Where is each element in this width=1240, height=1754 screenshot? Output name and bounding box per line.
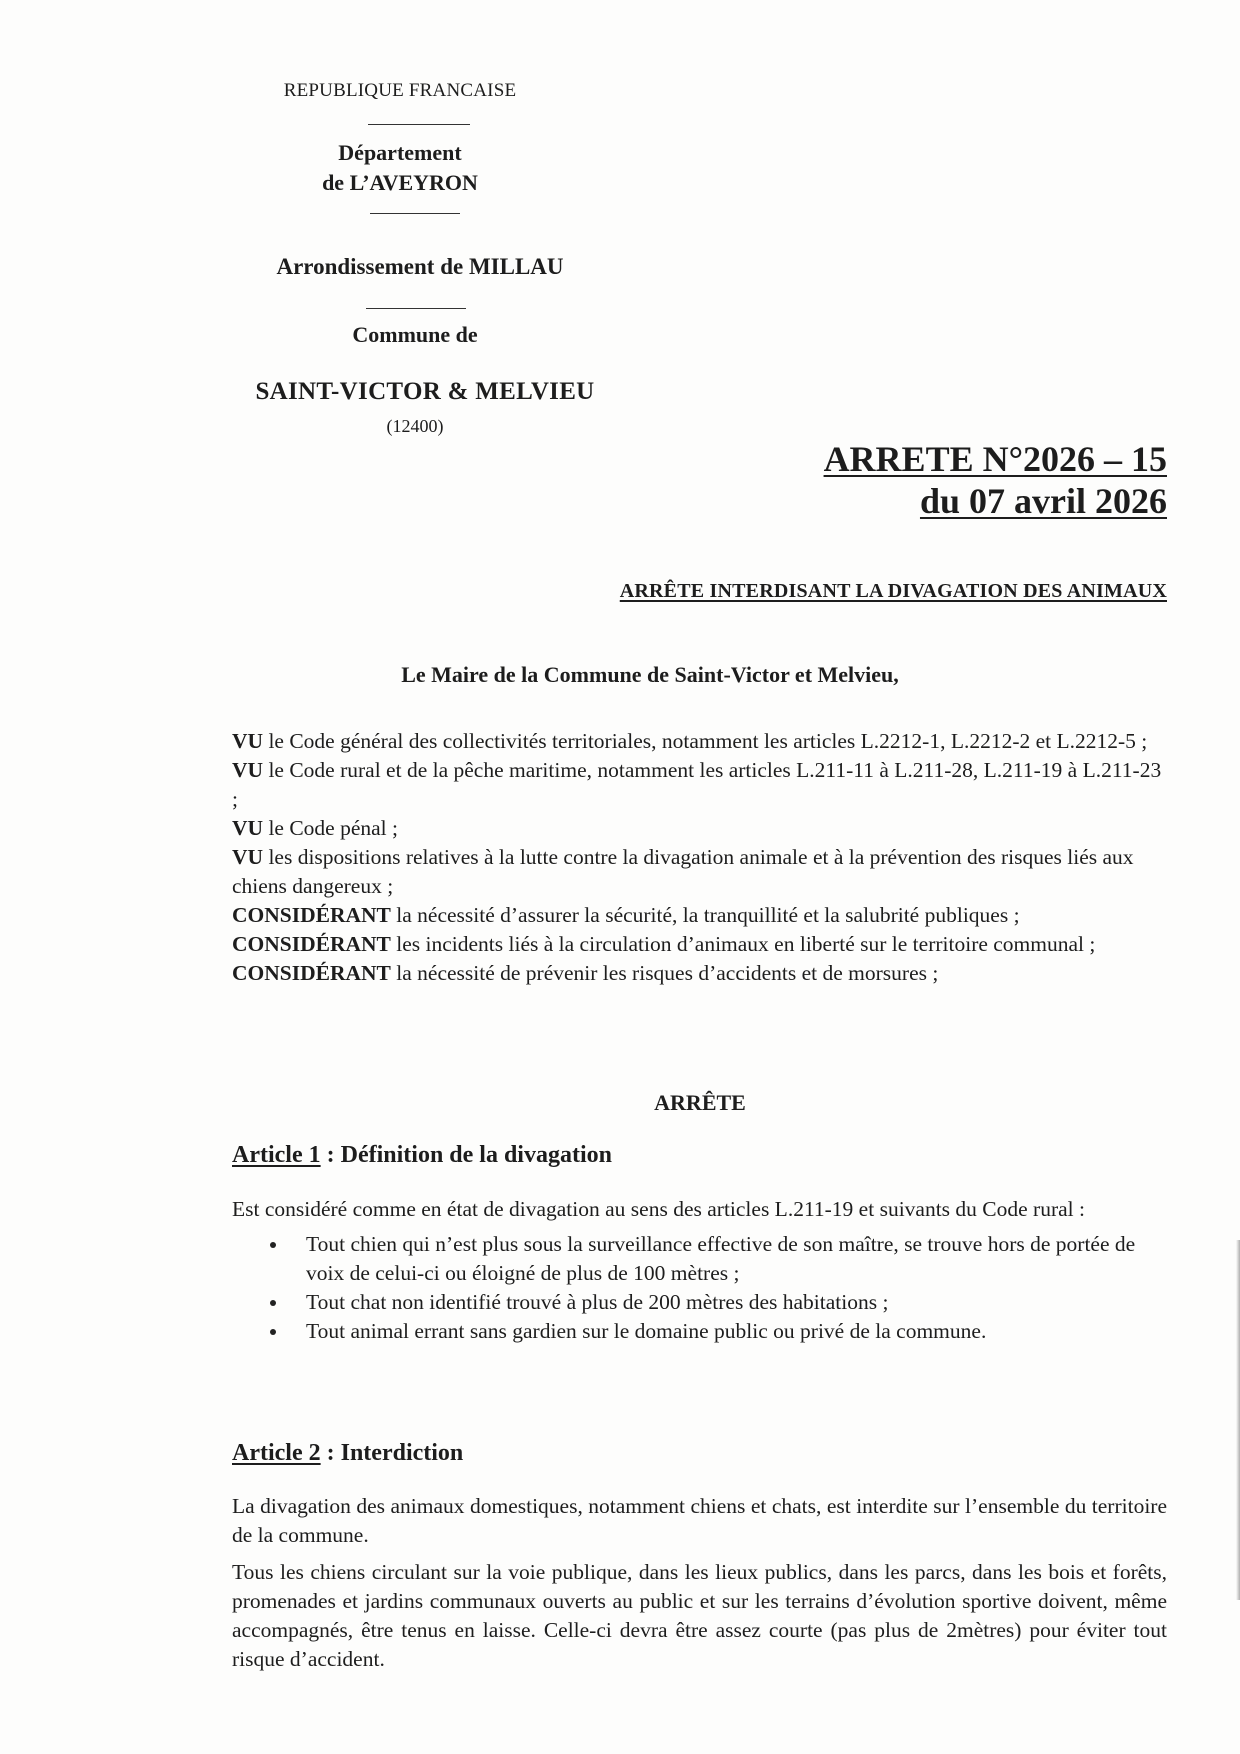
arrete-section-title: ARRÊTE (654, 1090, 746, 1115)
article1-intro: Est considéré comme en état de divagation au sens des articles L.211-19 et suivants du Code rural : (232, 1197, 1085, 1221)
article2-title: : Interdiction (320, 1440, 464, 1466)
visa-text: le Code général des collectivités territoriales, notamment les articles L.2212-1, L.2212-2 et L.2212-5 ; (263, 729, 1148, 753)
header-rule (366, 308, 466, 309)
article2-heading (232, 1440, 463, 1467)
considerant-text: les incidents liés à la circulation d’animaux en liberté sur le territoire communal ; (390, 932, 1096, 956)
visa-text: le Code pénal ; (263, 816, 398, 840)
considerant-keyword: CONSIDÉRANT (232, 932, 391, 956)
commune-name: SAINT-VICTOR & MELVIEU (255, 378, 595, 405)
considerant-item (232, 959, 1167, 988)
article1-body (232, 1195, 1167, 1346)
considerant-text: la nécessité de prévenir les risques d’accidents et de morsures ; (390, 961, 939, 985)
commune-label: Commune de (352, 322, 478, 347)
considerant-text: la nécessité d’assurer la sécurité, la tranquillité et la salubrité publiques ; (390, 903, 1020, 927)
visa-keyword: VU (232, 816, 264, 840)
considerant-keyword: CONSIDÉRANT (232, 903, 391, 927)
header-rule (368, 124, 470, 125)
visa-item (232, 727, 1167, 756)
arrete-number: ARRETE N°2026 – 15 (823, 439, 1167, 479)
scan-edge-shadow (1236, 1240, 1240, 1600)
visa-item (232, 756, 1167, 814)
header-rule (370, 213, 460, 214)
list-item: Tout chien qui n’est plus sous la surveillance effective de son maître, se trouve hors de portée de voix de celui-ci ou éloigné de plus de 100 mètres ; (232, 1230, 1167, 1288)
visas-list (232, 727, 1167, 988)
visa-keyword: VU (232, 845, 264, 869)
maire-line: Le Maire de la Commune de Saint-Victor et Melvieu, (401, 662, 899, 687)
article2-paragraph: Tous les chiens circulant sur la voie publique, dans les lieux publics, dans les parcs, dans les bois et forêts, promenades et jardins communaux ouverts au public et sur les terrains d’évolution sportive doivent, même accompagnés, être tenus en laisse. Celle-ci devra être assez courte (pas plus de 2mètres) pour éviter tout risque d’accident. (232, 1560, 1167, 1671)
visa-item (232, 814, 1167, 843)
article2-number: Article 2 (232, 1440, 321, 1466)
arrete-date: du 07 avril 2026 (919, 481, 1167, 521)
departement-line1: Département (338, 140, 462, 165)
visa-item (232, 843, 1167, 901)
visa-keyword: VU (232, 758, 264, 782)
list-item: Tout animal errant sans gardien sur le domaine public ou privé de la commune. (232, 1317, 1167, 1346)
departement-line2: de L’AVEYRON (322, 170, 478, 195)
visa-text: les dispositions relatives à la lutte contre la divagation animale et à la prévention des risques liés aux chiens dangereux ; (232, 845, 1134, 898)
article1-bullet-list (232, 1230, 1167, 1346)
considerant-item (232, 901, 1167, 930)
article2-paragraph: La divagation des animaux domestiques, notamment chiens et chats, est interdite sur l’ensemble du territoire de la commune. (232, 1494, 1167, 1547)
considerant-item (232, 930, 1167, 959)
postcode: (12400) (386, 416, 444, 436)
visa-text: le Code rural et de la pêche maritime, notamment les articles L.211-11 à L.211-28, L.211-19 à L.211-23 ; (232, 758, 1162, 811)
considerant-keyword: CONSIDÉRANT (232, 961, 391, 985)
departement-heading (250, 138, 550, 198)
arrete-number-block (824, 438, 1167, 522)
list-item: Tout chat non identifié trouvé à plus de 200 mètres des habitations ; (232, 1288, 1167, 1317)
article1-title: : Définition de la divagation (320, 1142, 612, 1168)
arrondissement-heading: Arrondissement de MILLAU (276, 254, 564, 279)
republique-heading: REPUBLIQUE FRANCAISE (283, 80, 517, 101)
article2-body (232, 1492, 1167, 1682)
visa-keyword: VU (232, 729, 264, 753)
arrete-objet: ARRÊTE INTERDISANT LA DIVAGATION DES ANIMAUX (619, 580, 1167, 602)
article1-heading (232, 1142, 612, 1169)
article1-number: Article 1 (232, 1142, 321, 1168)
